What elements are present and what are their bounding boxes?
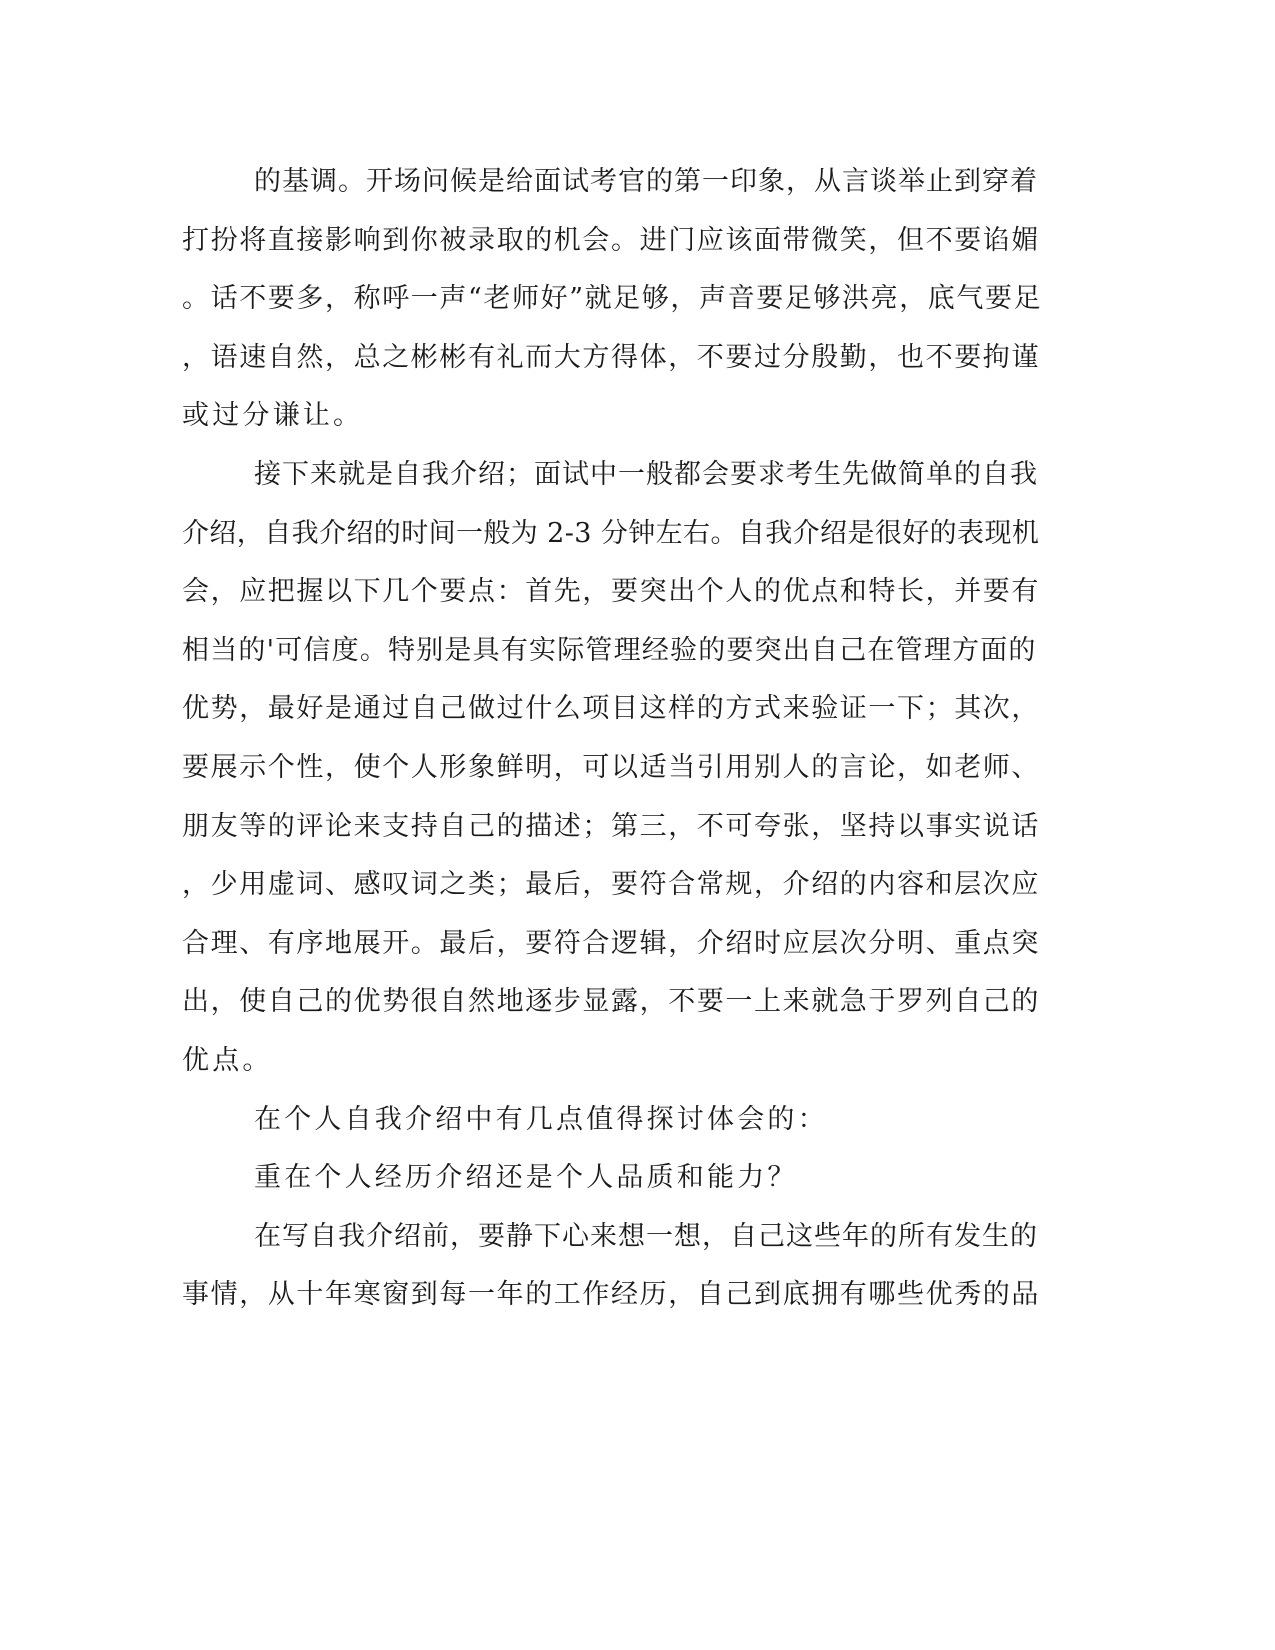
paragraph-2-line-10: 出，使自己的优势很自然地逐步显露，不要一上来就急于罗列自己的 [182, 986, 1040, 1017]
paragraph-2-line-11: 优点。 [182, 1045, 273, 1076]
paragraph-5-line-2: 事情，从十年寒窗到每一年的工作经历，自己到底拥有哪些优秀的品 [182, 1279, 1040, 1310]
paragraph-1-line-4: ，语速自然，总之彬彬有礼而大方得体，不要过分殷勤，也不要拘谨 [182, 342, 1040, 373]
paragraph-2-line-4: 相当的'可信度。特别是具有实际管理经验的要突出自己在管理方面的 [182, 635, 1037, 666]
paragraph-2-line-2: 介绍，自我介绍的时间一般为 2-3 分钟左右。自我介绍是很好的表现机 [182, 518, 1040, 549]
paragraph-3-line-1: 在个人自我介绍中有几点值得探讨体会的： [254, 1104, 828, 1135]
paragraph-4-line-1: 重在个人经历介绍还是个人品质和能力？ [254, 1162, 798, 1193]
paragraph-2-line-9: 合理、有序地展开。最后，要符合逻辑，介绍时应层次分明、重点突 [182, 928, 1040, 959]
paragraph-2-line-7: 朋友等的评论来支持自己的描述；第三，不可夸张，坚持以事实说话 [182, 811, 1040, 842]
paragraph-1-line-5: 或过分谦让。 [182, 400, 364, 431]
paragraph-2-line-8: ，少用虚词、感叹词之类；最后，要符合常规，介绍的内容和层次应 [182, 869, 1040, 900]
paragraph-2-line-1: 接下来就是自我介绍；面试中一般都会要求考生先做简单的自我 [254, 459, 1038, 490]
paragraph-1-line-1: 的基调。开场问候是给面试考官的第一印象，从言谈举止到穿着 [254, 166, 1038, 197]
paragraph-2-line-5: 优势，最好是通过自己做过什么项目这样的方式来验证一下；其次， [182, 693, 1040, 724]
paragraph-2-line-6: 要展示个性，使个人形象鲜明，可以适当引用别人的言论，如老师、 [182, 752, 1040, 783]
paragraph-5-line-1: 在写自我介绍前，要静下心来想一想，自己这些年的所有发生的 [254, 1221, 1038, 1252]
paragraph-1-line-2: 打扮将直接影响到你被录取的机会。进门应该面带微笑，但不要谄媚 [182, 225, 1040, 256]
paragraph-2-line-3: 会，应把握以下几个要点：首先，要突出个人的优点和特长，并要有 [182, 576, 1040, 607]
paragraph-1-line-3: 。话不要多，称呼一声“老师好”就足够，声音要足够洪亮，底气要足 [182, 283, 1042, 314]
